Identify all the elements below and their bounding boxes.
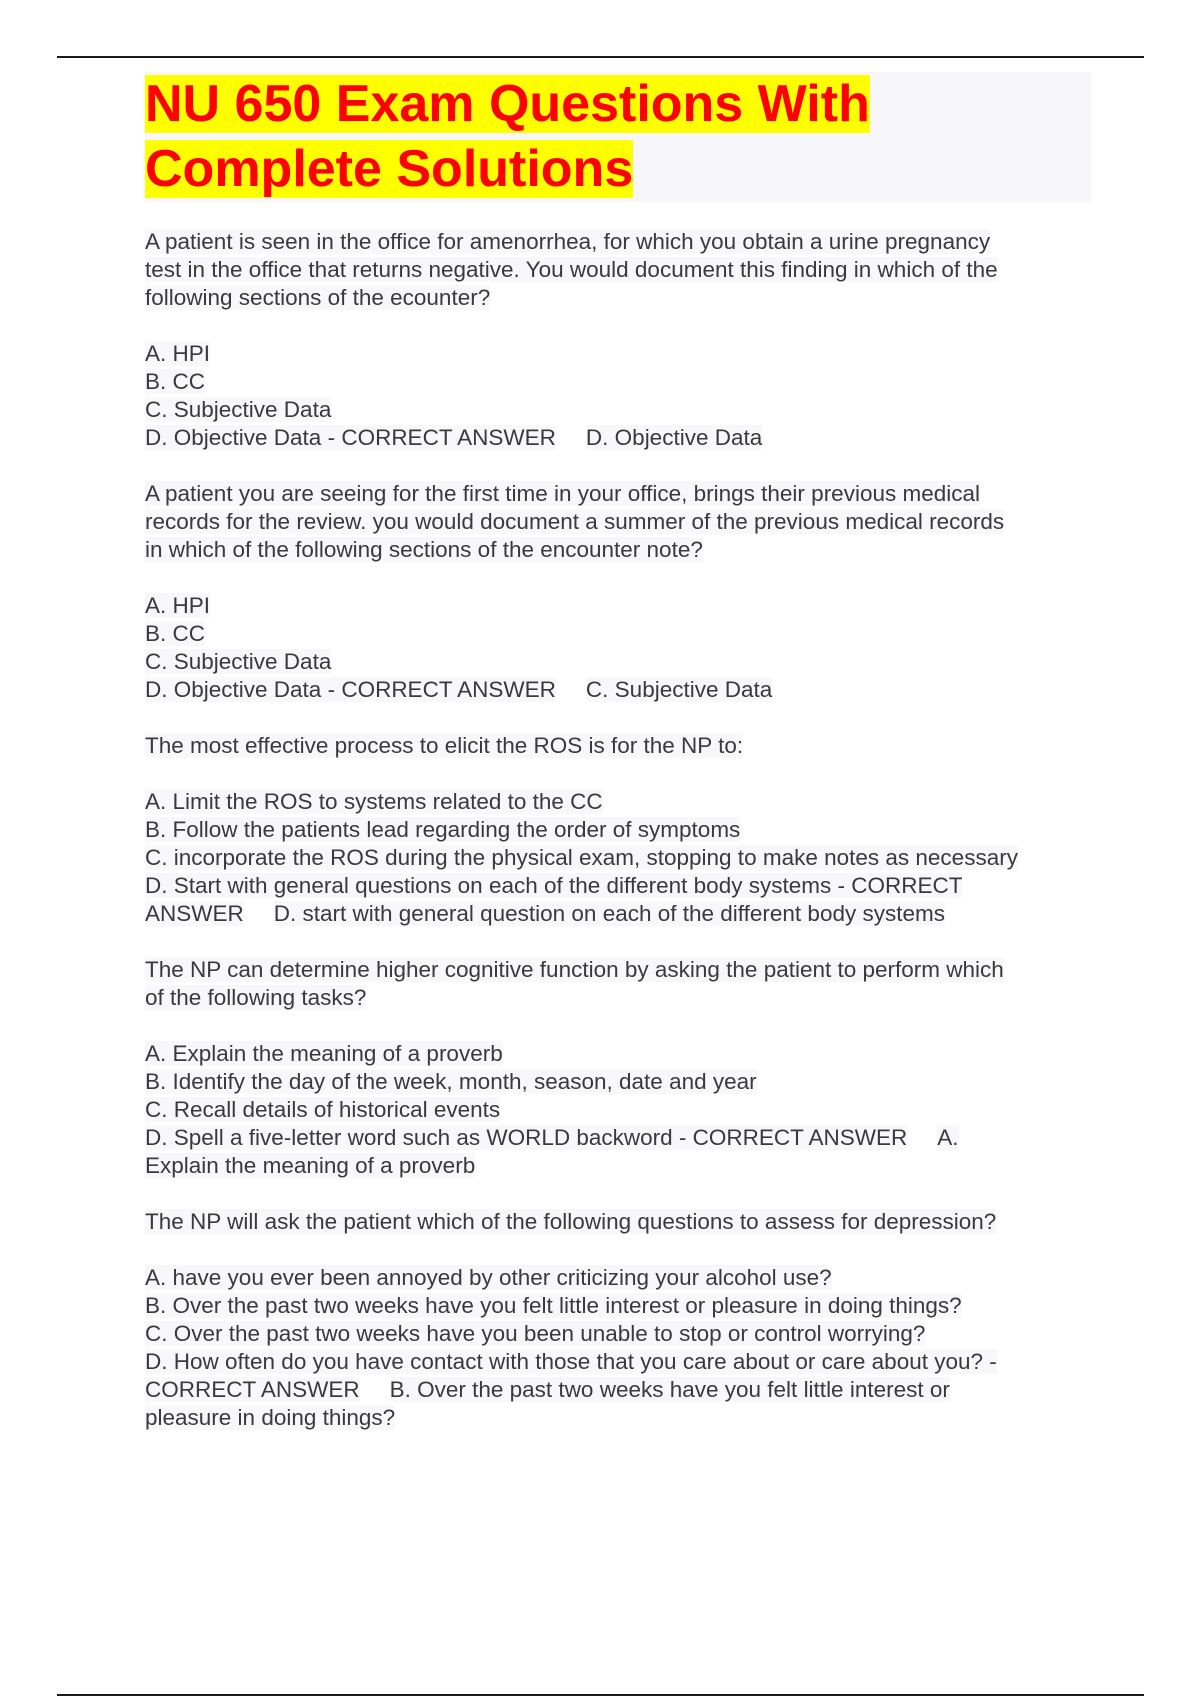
question-4-stem-line: The NP can determine higher cognitive function by asking the patient to perform which [145, 957, 1004, 982]
title-block [145, 72, 1091, 202]
option-b: B. Identify the day of the week, month, season, date and year [145, 1069, 757, 1094]
question-2-stem-line: A patient you are seeing for the first time in your office, brings their previous medical [145, 481, 981, 506]
correct-answer-text: pleasure in doing things? [145, 1405, 396, 1430]
question-2 [145, 480, 1095, 564]
correct-answer-marker: ANSWER [145, 901, 244, 926]
question-1-stem-line: following sections of the ecounter? [145, 285, 491, 310]
question-3 [145, 732, 1095, 760]
option-c: C. Over the past two weeks have you been unable to stop or control worrying? [145, 1321, 926, 1346]
option-c: C. Subjective Data [145, 397, 332, 422]
question-1-stem-line: test in the office that returns negative. You would document this finding in which of the [145, 257, 998, 282]
option-a: A. HPI [145, 593, 211, 618]
correct-answer: D. Objective Data [585, 425, 763, 450]
option-b: B. Over the past two weeks have you felt little interest or pleasure in doing things? [145, 1293, 962, 1318]
option-a: A. Explain the meaning of a proverb [145, 1041, 503, 1066]
top-rule [57, 56, 1144, 58]
question-2-stem-line: records for the review. you would document a summer of the previous medical records [145, 509, 1005, 534]
correct-answer: C. Subjective Data [585, 677, 773, 702]
option-c: C. Recall details of historical events [145, 1097, 501, 1122]
correct-answer: A. [937, 1125, 959, 1150]
question-4 [145, 956, 1095, 1012]
correct-answer: D. start with general question on each of the different body systems [273, 901, 945, 926]
question-5 [145, 1208, 1095, 1236]
question-1-stem-line: A patient is seen in the office for amenorrhea, for which you obtain a urine pregnancy [145, 229, 991, 254]
option-d: D. Objective Data - CORRECT ANSWER [145, 425, 556, 450]
option-d: D. How often do you have contact with those that you care about or care about you? - [145, 1349, 997, 1374]
title-line-1: NU 650 Exam Questions With [145, 75, 870, 133]
correct-answer-text: Explain the meaning of a proverb [145, 1153, 476, 1178]
option-d: D. Objective Data - CORRECT ANSWER [145, 677, 556, 702]
question-2-options [145, 592, 1095, 704]
option-b: B. CC [145, 369, 206, 394]
option-a: A. Limit the ROS to systems related to the CC [145, 789, 603, 814]
option-d: D. Spell a five-letter word such as WORLD backword - CORRECT ANSWER [145, 1125, 908, 1150]
question-list [145, 228, 1095, 1460]
option-a: A. HPI [145, 341, 211, 366]
bottom-rule [57, 1694, 1144, 1696]
question-1-options [145, 340, 1095, 452]
option-c: C. incorporate the ROS during the physical exam, stopping to make notes as necessary [145, 845, 1018, 870]
question-4-stem-line: of the following tasks? [145, 985, 367, 1010]
option-a: A. have you ever been annoyed by other criticizing your alcohol use? [145, 1265, 832, 1290]
question-5-options [145, 1264, 1095, 1432]
option-c: C. Subjective Data [145, 649, 332, 674]
option-d: D. Start with general questions on each of the different body systems - CORRECT [145, 873, 963, 898]
question-2-stem-line: in which of the following sections of the encounter note? [145, 537, 703, 562]
question-3-stem-line: The most effective process to elicit the ROS is for the NP to: [145, 733, 744, 758]
question-3-options [145, 788, 1095, 928]
question-5-stem-line: The NP will ask the patient which of the following questions to assess for depression? [145, 1209, 997, 1234]
page-title [145, 72, 1091, 202]
correct-answer: B. Over the past two weeks have you felt little interest or [389, 1377, 950, 1402]
question-1 [145, 228, 1095, 312]
title-line-2: Complete Solutions [145, 140, 634, 198]
correct-answer-marker: CORRECT ANSWER [145, 1377, 360, 1402]
question-4-options [145, 1040, 1095, 1180]
option-b: B. CC [145, 621, 206, 646]
option-b: B. Follow the patients lead regarding the order of symptoms [145, 817, 741, 842]
